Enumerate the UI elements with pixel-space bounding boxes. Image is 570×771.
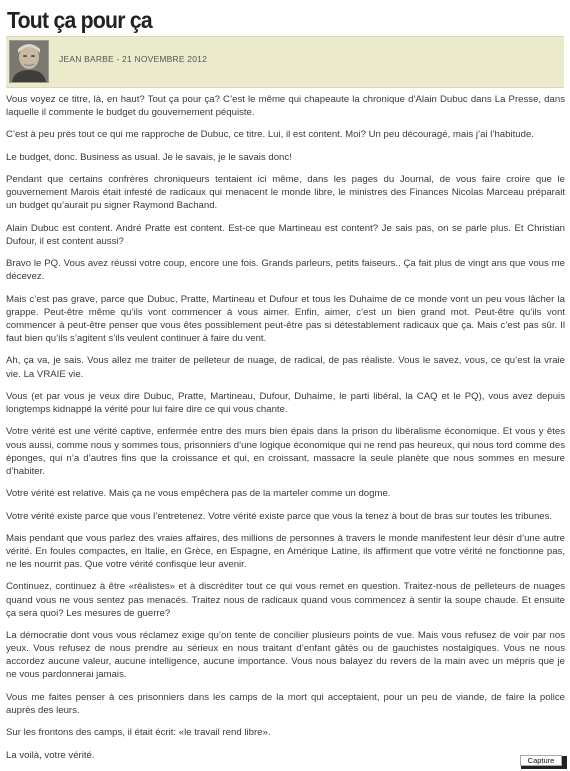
paragraph: Votre vérité est relative. Mais ça ne vous empêchera pas de la marteler comme un dogme. xyxy=(6,488,391,500)
paragraph: Ah, ça va, je sais. Vous allez me traiter de pelleteur de nuage, de radical, de pas réaliste. Vous le savez, vous, ce qu’est la vraie vie. La VRAIE vie. xyxy=(6,355,565,380)
capture-label: Capture xyxy=(520,755,562,766)
author-portrait-icon xyxy=(10,41,48,82)
paragraph: Bravo le PQ. Vous avez réussi votre coup, encore une fois. Grands parleurs, petits faiseurs.. Ça fait plus de vingt ans que vous me décevez. xyxy=(6,258,565,283)
paragraph: Votre vérité est une vérité captive, enfermée entre des murs bien épais dans la prison du libéralisme économique. Et vous y êtes vous aussi, comme nous y sommes tous, prisonniers d’une logique économique qui ne rend pas heureux, qui nous tord comme des éponges, qui n’a d’autres fins que la croissance et qui, en croissant, massacre la seule planète que nous sommes en mesure d’habiter. xyxy=(6,426,565,477)
paragraph: Pendant que certains confrères chroniqueurs tentaient ici même, dans les pages du Journal, de vous faire croire que le gouvernement Marois était infesté de radicaux qui menacent le monde libre, le ministres des Finances Nicolas Marceau préparait un budget qu’aurait pu signer Raymond Bachand. xyxy=(6,174,565,212)
author-date: JEAN BARBE - 21 NOVEMBRE 2012 xyxy=(59,54,207,64)
paragraph: Vous voyez ce titre, là, en haut? Tout ça pour ça? C’est le même qui chapeaute la chronique d’Alain Dubuc dans La Presse, dans laquelle il commente le budget du gouvernement péquiste. xyxy=(6,94,565,119)
paragraph: Continuez, continuez à être «réalistes» et à discréditer tout ce qui vous remet en question. Traitez-nous de pelleteurs de nuages quand vous ne vous sentez pas menacés. Traitez nous de radicaux quand vous commencez à sentir la soupe chaude. Et ensuite ça sera quoi? Les mesures de guerre? xyxy=(6,581,565,619)
paragraph: Le budget, donc. Business as usual. Je le savais, je le savais donc! xyxy=(6,151,292,163)
article-title: Tout ça pour ça xyxy=(7,7,152,33)
paragraph: La voilà, votre vérité. xyxy=(6,749,95,761)
article-body xyxy=(6,93,565,771)
paragraph: Mais pendant que vous parlez des vraies affaires, des millions de personnes à travers le monde manifestent leur désir d’une autre vérité. En foules compactes, en Italie, en Grèce, en Espagne, en Amérique Latine, ils affirment que votre vérité ne fonctionne pas, ne les nourrit pas. Que votre vérité confisque leur avenir. xyxy=(6,532,565,571)
author-avatar xyxy=(9,40,49,83)
paragraph: Votre vérité existe parce que vous l’entretenez. Votre vérité existe parce que vous la tenez à bout de bras sur toutes les tribunes. xyxy=(6,510,553,522)
paragraph: C’est à peu près tout ce qui me rapproche de Dubuc, ce titre. Lui, il est content. Moi? Un peu découragé, mais j’ai l’habitude. xyxy=(6,129,534,141)
paragraph: La démocratie dont vous vous réclamez exige qu’on tente de concilier plusieurs points de vue. Mais vous refusez de voir par nos yeux. Vous refusez de nous prendre au sérieux en nous traitant d’enfant gâtés ou de gauchistes nostalgiques. Vous ne nous accordez aucune valeur, aucune intelligence, aucune importance. Vous nous balayez du revers de la main avec un mépris que je ne vous pardonnerai jamais. xyxy=(6,630,565,681)
capture-watermark xyxy=(521,756,567,769)
paragraph: Vous me faites penser à ces prisonniers dans les camps de la mort qui acceptaient, pour un peu de viande, de faire la police auprès des leurs. xyxy=(6,691,565,716)
paragraph: Sur les frontons des camps, il était écrit: «le travail rend libre». xyxy=(6,727,271,739)
paragraph: Mais c’est pas grave, parce que Dubuc, Pratte, Martineau et Dufour et tous les Duhaime de ce monde vont un peu vous lâcher la grappe. Peut-être même qu’ils vont commencer à vous aimer. Enfin, aimer, c’est un bien grand mot. Peut-être qu’ils vont commencer à peut-être penser que vous êtes possiblement peut-être pas si détestablement radicaux que ça. Mais c’est pas sûr. Il faut bien qu’ils s’agitent s’ils veulent continuer à faire du vent. xyxy=(6,293,565,345)
paragraph: Vous (et par vous je veux dire Dubuc, Pratte, Martineau, Dufour, Duhaime, le parti libéral, la CAQ et le PQ), vous avez depuis longtemps kidnappé la vérité pour lui faire dire ce qui vous chante. xyxy=(6,390,565,416)
byline-bar xyxy=(6,36,564,88)
paragraph: Alain Dubuc est content. André Pratte est content. Est-ce que Martineau est content? Je sais pas, on se parle plus. Et Christian Dufour, il est content aussi? xyxy=(6,222,565,247)
